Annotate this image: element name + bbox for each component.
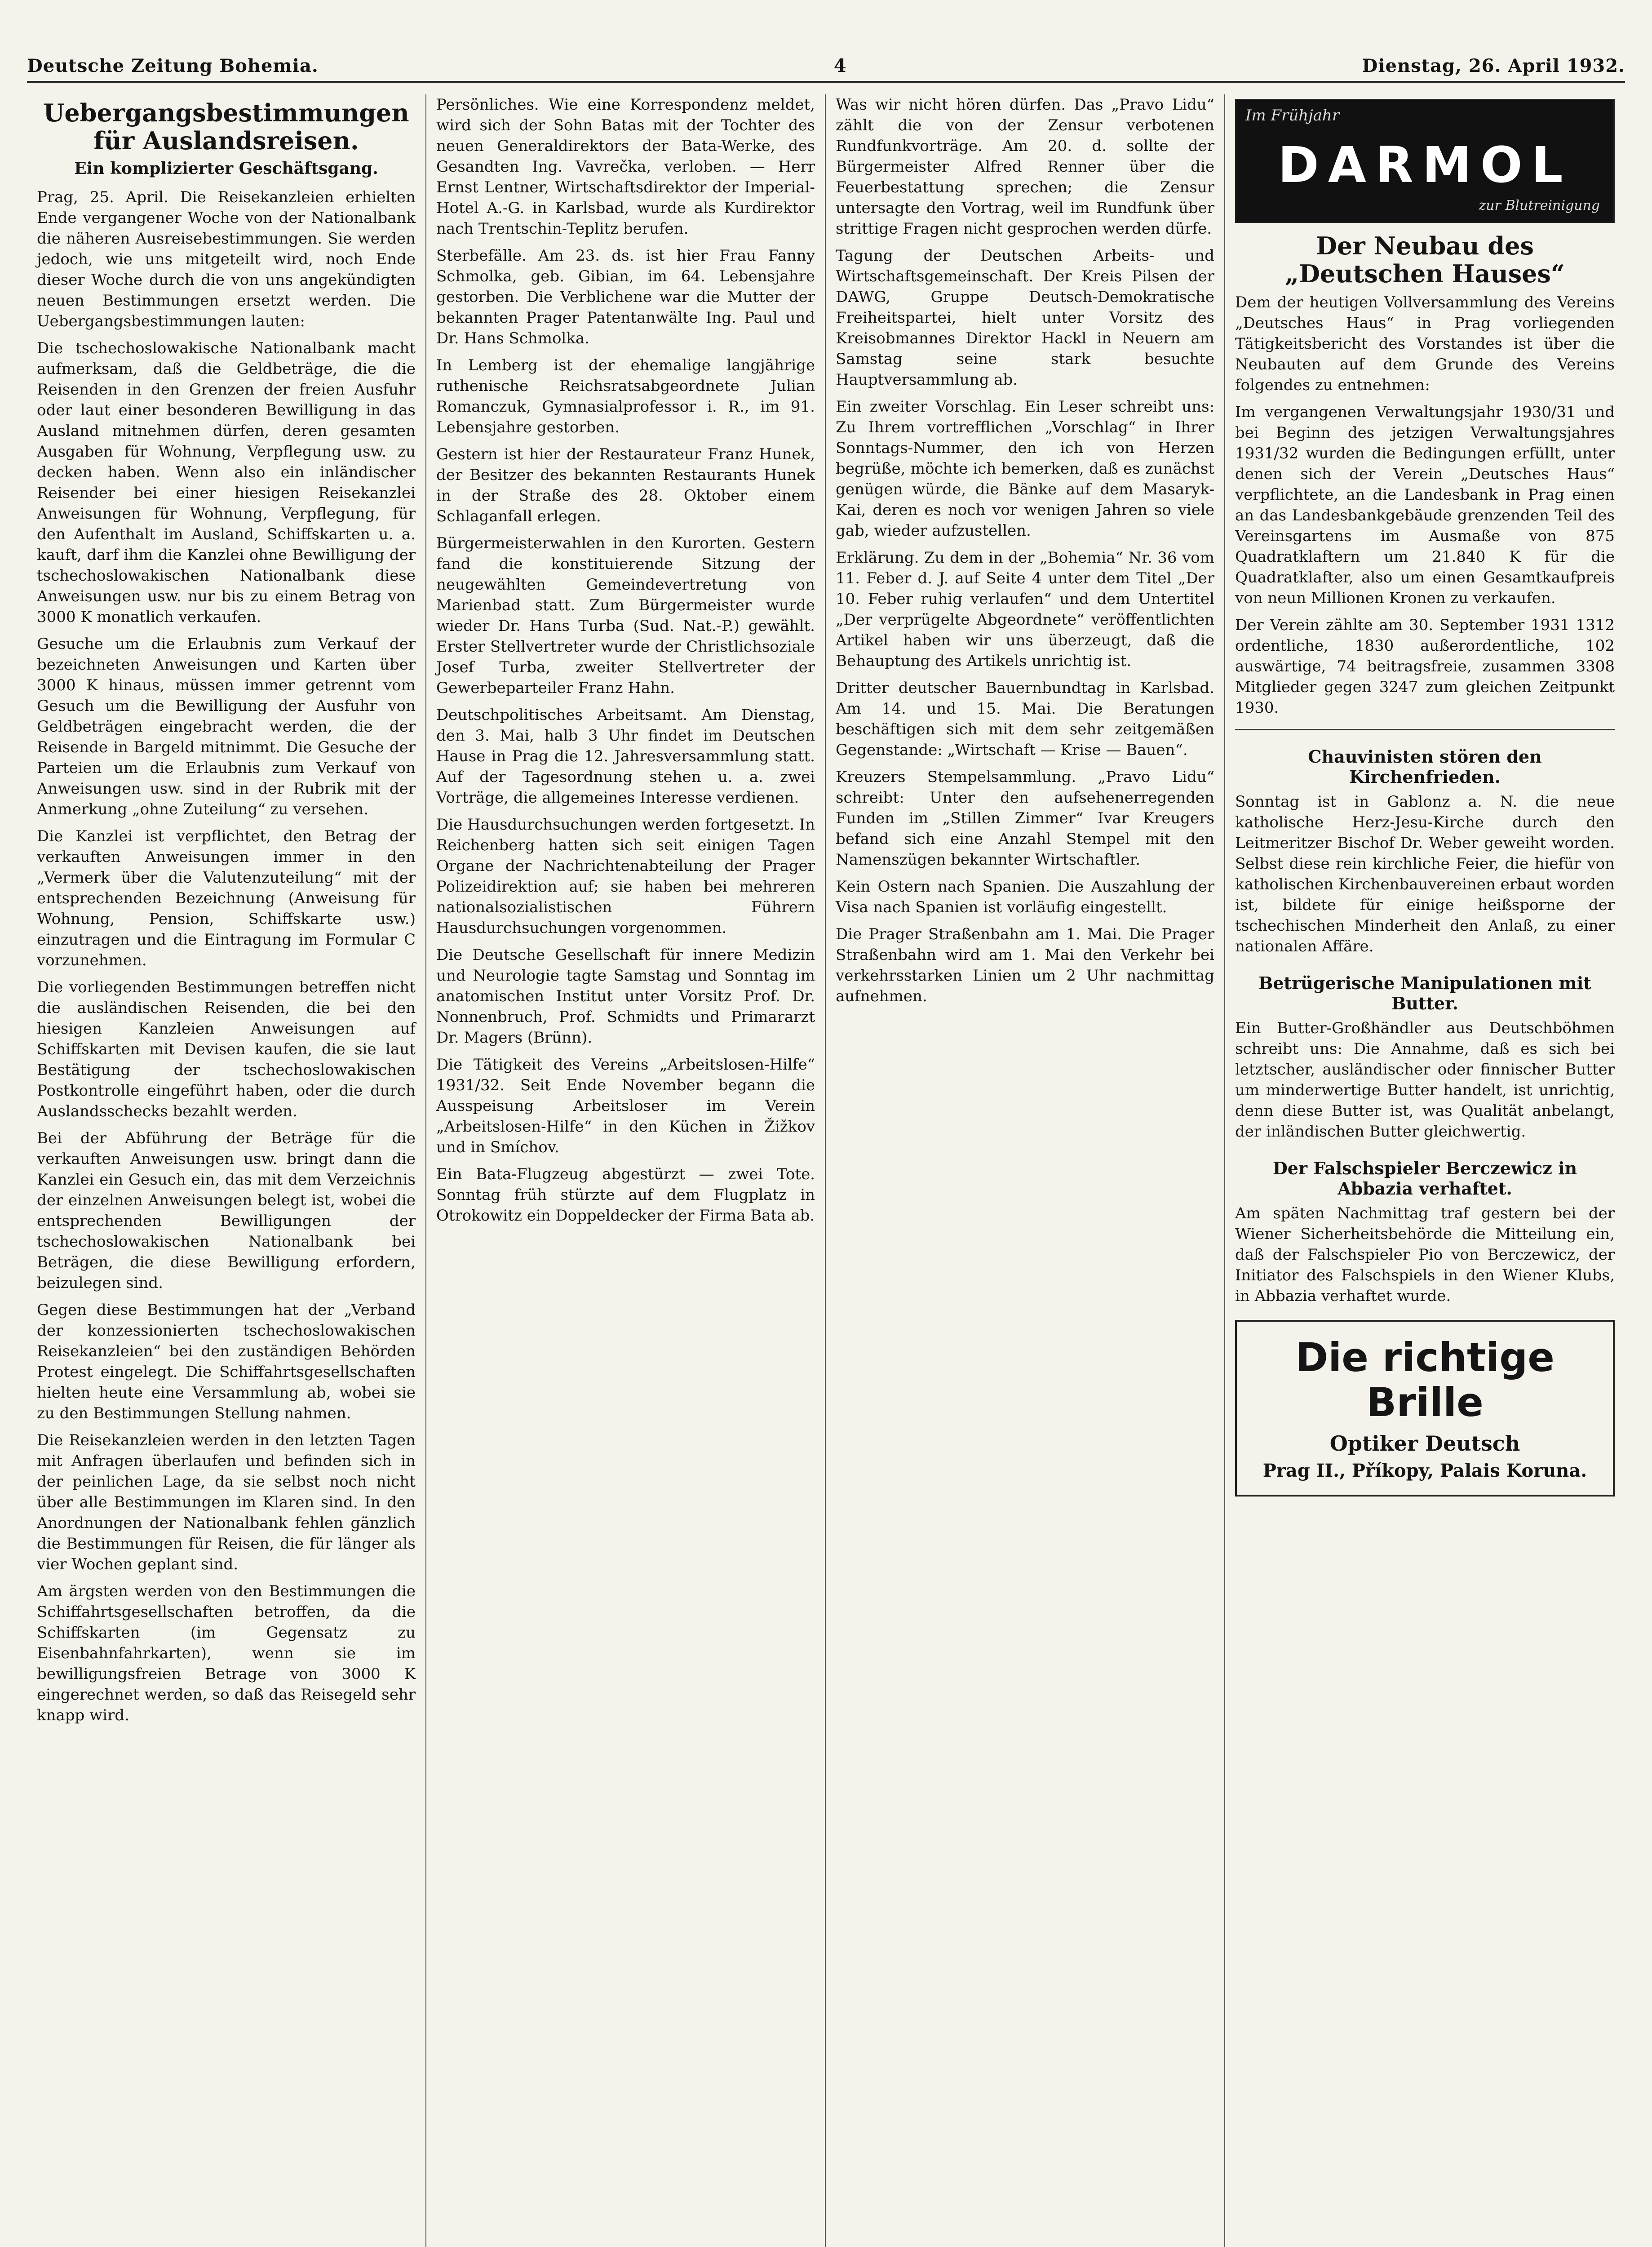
paragraph: Dritter deutscher Bauernbundtag in Karlsbad. Am 14. und 15. Mai. Die Beratungen beschäftigen sich mit dem sehr zeitgemäßen Gegenstande: „Wirtschaft — Krise — Bauen“. xyxy=(836,679,1214,759)
paragraph: Sonntag ist in Gablonz a. N. die neue katholische Herz-Jesu-Kirche durch den Leitmeritzer Bischof Dr. Weber geweiht worden. Selbst diese rein kirchliche Feier, die hiefür von katholischen Kirchenbauvereinen erbaut worden ist, bildete für einige heißsporne der tschechischen Minderheit den Anlaß, zu einer nationalen Affäre. xyxy=(1235,793,1615,955)
ad-brille-address: Prag II., Příkopy, Palais Koruna. xyxy=(1262,1460,1587,1481)
paragraph: Gesuche um die Erlaubnis zum Verkauf der bezeichneten Anweisungen und Karten über 3000 K hinaus, müssen immer getrennt vom Gesuch um die Bewilligung der Ausfuhr von Geldbeträgen eingebracht werden, die der Reisende in Bargeld mitnimmt. Die Gesuche der Parteien um die Erlaubnis zum Verkauf von Anweisungen usw. sind in der Rubrik mit der Anmerkung „ohne Zuteilung“ zu versehen. xyxy=(37,635,416,818)
section-headline: Chauvinisten stören den Kirchenfrieden. xyxy=(1308,746,1542,787)
column-3 xyxy=(826,94,1225,2247)
section-headline: Der Falschspieler Berczewicz in Abbazia verhaftet. xyxy=(1272,1158,1577,1199)
ad-brille-title: Die richtige Brille xyxy=(1295,1334,1555,1425)
article-headline: Uebergangsbestimmungen für Auslandsreisen. xyxy=(43,98,409,155)
section-headline: Betrügerische Manipulationen mit Butter. xyxy=(1258,973,1591,1013)
paragraph: Die Hausdurchsuchungen werden fortgesetzt. In Reichenberg hatten sich seit einigen Tagen Organe der Nachrichtenabteilung der Prager Polizeidirektion auf; sie haben bei mehreren nationalsozialistischen Führern Hausdurchsuchungen vorgenommen. xyxy=(436,816,815,937)
column-1 xyxy=(27,94,426,2247)
issue-date: Dienstag, 26. April 1932. xyxy=(1362,55,1625,76)
darmol-advertisement xyxy=(1235,99,1615,223)
paragraph: In Lemberg ist der ehemalige langjährige ruthenische Reichsratsabgeordnete Julian Romanczuk, Gymnasialprofessor i. R., im 91. Lebensjahre gestorben. xyxy=(436,356,815,436)
paragraph: Ein Butter-Großhändler aus Deutschböhmen schreibt uns: Die Annahme, daß es sich bei letztscher, ausländischer oder finnischer Butter um minderwertige Butter handelt, ist unrichtig, denn diese Butter ist, was Qualität anbelangt, der inländischen Butter gleichwertig. xyxy=(1235,1019,1615,1141)
paragraph: Am späten Nachmittag traf gestern bei der Wiener Sicherheitsbehörde die Mitteilung ein, daß der Falschspieler Pio von Berczewicz, der Initiator des Falschspiels in den Wiener Klubs, in Abbazia verhaftet wurde. xyxy=(1235,1204,1615,1305)
paragraph: Gegen diese Bestimmungen hat der „Verband der konzessionierten tschechoslowakischen Reisekanzleien“ bei den zuständigen Behörden Protest eingelegt. Die Schiffahrtsgesellschaften hielten heute eine Versammlung ab, wobei sie zu den Bestimmungen Stellung nahmen. xyxy=(37,1301,416,1422)
brille-advertisement xyxy=(1235,1320,1615,1497)
paragraph: Die Deutsche Gesellschaft für innere Medizin und Neurologie tagte Samstag und Sonntag im anatomischen Institut unter Vorsitz Prof. Dr. Nonnenbruch, Prof. Schmidts und Primararzt Dr. Magers (Brünn). xyxy=(436,946,815,1047)
ad-darmol-tag: zur Blutreinigung xyxy=(1479,198,1600,213)
paragraph: Bürgermeisterwahlen in den Kurorten. Gestern fand die konstituierende Sitzung der neugewählten Gemeindevertretung von Marienbad statt. Zum Bürgermeister wurde wieder Dr. Hans Turba (Sud. Nat.-P.) gewählt. Erster Stellvertreter wurde der Christlichsoziale Josef Turba, zweiter Stellvertreter der Gewerbeparteiler Franz Hahn. xyxy=(436,534,815,697)
ad-brille-optician: Optiker Deutsch xyxy=(1329,1431,1520,1456)
column-4 xyxy=(1225,94,1625,2247)
ad-darmol-top: Im Frühjahr xyxy=(1245,107,1340,124)
paragraph: Gestern ist hier der Restaurateur Franz Hunek, der Besitzer des bekannten Restaurants Hunek in der Straße des 28. Oktober einem Schlaganfall erlegen. xyxy=(436,445,815,525)
ad-darmol-brand: DARMOL xyxy=(1278,136,1572,194)
paragraph: Im vergangenen Verwaltungsjahr 1930/31 und bei Beginn des jetzigen Verwaltungsjahres 1931/32 wurden die Bedingungen erfüllt, unter denen sich der Verein „Deutsches Haus“ verpflichtete, an die Landesbank in Prag einen an das Landesbankgebäude grenzenden Teil des Vereinsgartens im Ausmaße von 875 Quadratklaftern um 21.840 K für die Quadratklafter, also um einen Gesamtkaufpreis von neun Millionen Kronen zu verkaufen. xyxy=(1235,403,1615,607)
paragraph: Die Tätigkeit des Vereins „Arbeitslosen-Hilfe“ 1931/32. Seit Ende November begann die Ausspeisung Arbeitsloser im Verein „Arbeitslosen-Hilfe“ in den Küchen in Žižkov und in Smíchov. xyxy=(436,1056,815,1156)
article-subhead: Ein komplizierter Geschäftsgang. xyxy=(74,159,378,178)
paper-name: Deutsche Zeitung Bohemia. xyxy=(27,55,319,76)
masthead xyxy=(27,27,1625,83)
paragraph: Kein Ostern nach Spanien. Die Auszahlung der Visa nach Spanien ist vorläufig eingestellt. xyxy=(836,878,1214,916)
paragraph: Ein Bata-Flugzeug abgestürzt — zwei Tote. Sonntag früh stürzte auf dem Flugplatz in Otrokowitz ein Doppeldecker der Firma Bata ab. xyxy=(436,1165,815,1225)
paragraph: Deutschpolitisches Arbeitsamt. Am Dienstag, den 3. Mai, halb 3 Uhr findet im Deutschen Hause in Prag die 12. Jahresversammlung statt. Auf der Tagesordnung stehen u. a. zwei Vorträge, die allgemeines Interesse verdienen. xyxy=(436,706,815,807)
page-number: 4 xyxy=(833,55,847,76)
paragraph: Die Prager Straßenbahn am 1. Mai. Die Prager Straßenbahn wird am 1. Mai den Verkehr bei verkehrsstarken Linien um 2 Uhr nachmittag aufnehmen. xyxy=(836,925,1214,1005)
paragraph: Sterbefälle. Am 23. ds. ist hier Frau Fanny Schmolka, geb. Gibian, im 64. Lebensjahre gestorben. Die Verblichene war die Mutter der bekannten Prager Patentanwälte Ing. Paul und Dr. Hans Schmolka. xyxy=(436,247,815,347)
paragraph: Die Kanzlei ist verpflichtet, den Betrag der verkauften Anweisungen immer in den „Vermerk über die Valutenzuteilung“ mit der entsprechenden Bezeichnung (Anweisung für Wohnung, Pension, Schiffskarte usw.) einzutragen und die Eintragung im Formular C vorzunehmen. xyxy=(37,827,416,969)
columns xyxy=(27,94,1625,2247)
paragraph: Am ärgsten werden von den Bestimmungen die Schiffahrtsgesellschaften betroffen, da die Schiffskarten (im Gegensatz zu Eisenbahnfahrkarten), wenn sie im bewilligungsfreien Betrage von 3000 K eingerechnet werden, so daß das Reisegeld sehr knapp wird. xyxy=(37,1582,416,1724)
paragraph: Kreuzers Stempelsammlung. „Pravo Lidu“ schreibt: Unter den aufsehenerregenden Funden im „Stillen Zimmer“ Ivar Kreugers befand sich eine Anzahl Stempel mit den Namenszügen bekannter Wirtschaftler. xyxy=(836,768,1214,869)
column-2 xyxy=(426,94,826,2247)
paragraph: Die tschechoslowakische Nationalbank macht aufmerksam, daß die Geldbeträge, die die Reisenden in den Grenzen der freien Ausfuhr oder laut einer besonderen Bewilligung in das Ausland mitnehmen dürfen, deren gesamten Ausgaben für Wohnung, Verpflegung usw. zu decken haben. Wenn also ein inländischer Reisender bei einer hiesigen Reisekanzlei Anweisungen für Wohnung, Verpflegung, für den Aufenthalt im Ausland, Schiffskarten u. a. kauft, darf ihm die Kanzlei ohne Bewilligung der tschechoslowakischen Nationalbank diese Anweisungen usw. nur bis zu einem Betrag von 3000 K monatlich verkaufen. xyxy=(37,339,416,626)
paragraph: Tagung der Deutschen Arbeits- und Wirtschaftsgemeinschaft. Der Kreis Pilsen der DAWG, Gruppe Deutsch-Demokratische Freiheitspartei, hielt unter Vorsitz des Kreisobmannes Direktor Hackl in Neuern am Samstag seine stark besuchte Hauptversammlung ab. xyxy=(836,247,1214,389)
paragraph: Dem der heutigen Vollversammlung des Vereins „Deutsches Haus“ in Prag vorliegenden Tätigkeitsbericht des Vorstandes ist über die Neubauten auf dem Grunde des Vereins folgendes zu entnehmen: xyxy=(1235,293,1615,394)
paragraph: Ein zweiter Vorschlag. Ein Leser schreibt uns: Zu Ihrem vortrefflichen „Vorschlag“ in Ihrer Sonntags-Nummer, den ich von Herzen begrüße, möchte ich bemerken, daß es zunächst genügen würde, die Bänke auf dem Masaryk-Kai, deren es noch vor wenigen Jahren so viele gab, wieder aufzustellen. xyxy=(836,398,1214,540)
paragraph: Prag, 25. April. Die Reisekanzleien erhielten Ende vergangener Woche von der Nationalbank die näheren Ausreisebestimmungen. Sie werden jedoch, wie uns mitgeteilt wird, noch Ende dieser Woche durch die von uns angekündigten neuen Bestimmungen ersetzt werden. Die Uebergangsbestimmungen lauten: xyxy=(37,188,416,330)
paragraph: Die Reisekanzleien werden in den letzten Tagen mit Anfragen überlaufen und befinden sich in der peinlichen Lage, da sie selbst noch nicht über alle Bestimmungen im Klaren sind. In den Anordnungen der Nationalbank fehlen gänzlich die Bestimmungen für Reisen, die für länger als vier Wochen geplant sind. xyxy=(37,1431,416,1573)
paragraph: Bei der Abführung der Beträge für die verkauften Anweisungen usw. bringt dann die Kanzlei ein Gesuch ein, das mit dem Verzeichnis der einzelnen Anweisungen belegt ist, wobei die entsprechenden Bewilligungen der tschechoslowakischen Nationalbank bei Beträgen, die diese Bewilligung erfordern, beizulegen sind. xyxy=(37,1129,416,1292)
paragraph: Persönliches. Wie eine Korrespondenz meldet, wird sich der Sohn Batas mit der Tochter des neuen Generaldirektors der Bata-Werke, des Gesandten Ing. Vavrečka, verloben. — Herr Ernst Lentner, Wirtschaftsdirektor der Imperial-Hotel A.-G. in Karlsbad, wurde als Kurdirektor nach Trentschin-Teplitz berufen. xyxy=(436,96,815,238)
paragraph: Was wir nicht hören dürfen. Das „Pravo Lidu“ zählt die von der Zensur verbotenen Rundfunkvorträge. Am 20. d. sollte der Bürgermeister Alfred Renner über die Feuerbestattung sprechen; die Zensur untersagte den Vortrag, weil im Rundfunk über strittige Fragen nicht gesprochen werden dürfe. xyxy=(836,96,1214,238)
paragraph: Der Verein zählte am 30. September 1931 1312 ordentliche, 1830 außerordentliche, 102 auswärtige, 74 beitragsfreie, zusammen 3308 Mitglieder gegen 3247 zum gleichen Zeitpunkt 1930. xyxy=(1235,616,1615,717)
paragraph: Die vorliegenden Bestimmungen betreffen nicht die ausländischen Reisenden, die bei den hiesigen Kanzleien Anweisungen auf Schiffskarten mit Devisen kaufen, die sie laut Bestätigung der tschechoslowakischen Postkontrolle eingeführt haben, oder die durch Auslandsschecks bezahlt werden. xyxy=(37,978,416,1120)
article-headline: Der Neubau des „Deutschen Hauses“ xyxy=(1285,231,1565,288)
paragraph: Erklärung. Zu dem in der „Bohemia“ Nr. 36 vom 11. Feber d. J. auf Seite 4 unter dem Titel „Der 10. Feber ruhig verlaufen“ und dem Untertitel „Der verprügelte Abgeordnete“ veröffentlichten Artikel haben wir uns überzeugt, daß die Behauptung des Artikels unrichtig ist. xyxy=(836,549,1214,670)
newspaper-page xyxy=(27,27,1625,2247)
divider xyxy=(1235,729,1615,730)
